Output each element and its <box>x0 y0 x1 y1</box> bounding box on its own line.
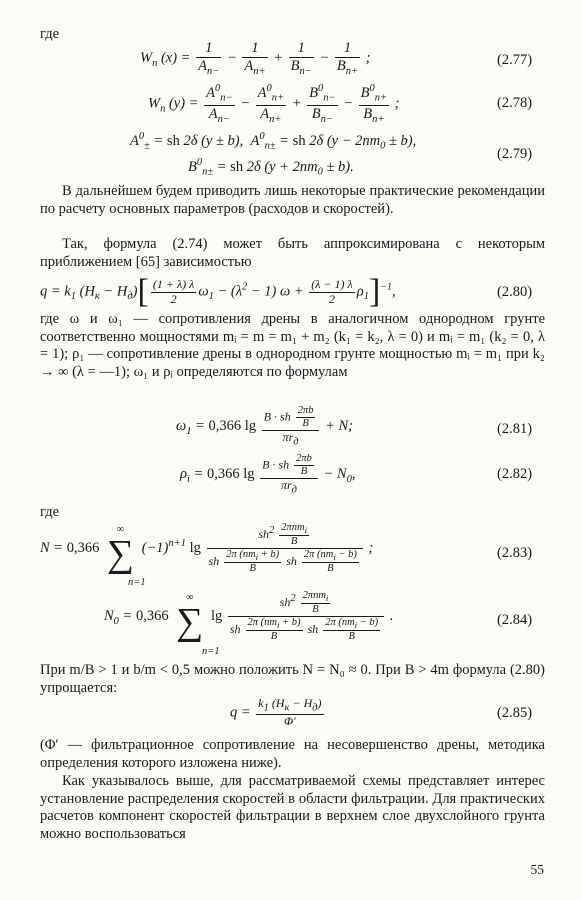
equation-number: (2.79) <box>497 146 533 162</box>
equation-number: (2.85) <box>497 705 533 721</box>
paragraph-5: (Φ′ — фильтрационное сопротивление на несовершенство дрены, методика определения которого изложена ниже). <box>40 737 545 771</box>
paragraph-6: Как указывалось выше, для рассматриваемой схемы представляет интерес установление распределения скоростей в области фильтрации. Для практических расчетов компонент скоростей фильтрации в верхнем слое двухслойного грунта можно воспользоваться <box>40 773 545 842</box>
paragraph-1: В дальнейшем будем приводить лишь некоторые практические рекомендации по расчету основных параметров (расходов и скоростей). <box>40 183 545 217</box>
equation-number: (2.78) <box>497 95 533 111</box>
sum-index: n=1 <box>128 577 146 588</box>
equation-2-77: $W_n$ (x) = $\frac{1}{A_{n-}}$ − $\frac{1}{A_{n+}}$ + $\frac{1}{B_{n-}}$ − $\frac{1}{B_{n+}}$ ; <box>140 40 371 77</box>
equation-number: (2.77) <box>497 52 533 68</box>
equation-2-80: $q = k_1$ $(H_к - H_д)$[ $\frac{(1 + \lambda) \lambda}{2}$ $\omega_1 - (\lambda^2 - 1) \omega$ + $\frac{(\lambda - 1) \lambda}{2}$ $\rho_1]^{-1}$, <box>40 273 396 310</box>
where-label-2: где <box>40 504 60 520</box>
paragraph-3: где ω и ω₁ — сопротивления дрены в аналогичном однородном грунте соответственно мощностями mᵢ = m = m₁ + m₂ (k₁ = k₂, λ = 0) и mᵢ = m₁ (k₂ = 0, λ = 1); ρ₁ — сопротивление дрены в однородном грунте мощностью mᵢ = m₁ при k₂ → ∞ (λ = —1); ω₁ и ρᵢ определяются по формулам <box>40 311 545 380</box>
where-label-1: где <box>40 26 60 42</box>
equation-2-79-a: $A^0_\pm$ = sh 2δ (y ± b), $A^0_{n\pm}$ = sh 2δ $(y - 2nm_0 \pm b)$, <box>130 131 417 152</box>
page-number: 55 <box>530 862 544 877</box>
equation-2-84: $N_0 = 0,366$ ∞ ∑ lg $sh^2$ $\frac{2\pi nm_i}{B}$ sh $\frac{2\pi (nm_i + b)}{B}$ sh $\frac{2\pi (nm_i - b)}{B}$ . <box>104 590 394 644</box>
equation-2-81: $\omega_1 = 0,366$ lg B · sh $\frac{2\pi b}{B}$ $\pi r_д$ + N; <box>176 405 354 448</box>
equation-number: (2.83) <box>497 545 533 561</box>
equation-2-79-b: $B^0_{n\pm}$ = sh 2δ $(y + 2nm_0 \pm b)$. <box>188 157 354 178</box>
equation-number: (2.84) <box>497 612 533 628</box>
paragraph-4: При m/B > 1 и b/m < 0,5 можно положить N = N₀ ≈ 0. При B > 4m формула (2.80) упрощается: <box>40 662 545 696</box>
equation-2-82: $\rho_i = 0,366$ lg B · sh $\frac{2\pi b}{B}$ $\pi r_д$ − $N_0$, <box>180 453 356 496</box>
paragraph-2: Так, формула (2.74) может быть аппроксимирована с некоторым приближением [65] зависимостью <box>40 236 545 270</box>
sum-index: n=1 <box>202 646 220 657</box>
equation-2-85: q = $\frac{k_1 (H_к - H_д)}{\Phi'}$ <box>230 696 322 729</box>
equation-2-83: N = 0,366 ∞ ∑ $(-1)^{n+1}$ lg $sh^2$ $\frac{2\pi nm_i}{B}$ sh $\frac{2\pi (nm_i + b)}{B}$ sh $\frac{2\pi (nm_i - b)}{B}$ ; <box>40 522 374 576</box>
equation-number: (2.80) <box>497 284 533 300</box>
equation-number: (2.82) <box>497 466 533 482</box>
equation-number: (2.81) <box>497 421 533 437</box>
equation-2-78: $W_n$ (y) = $\frac{A^0_{n-}}{A_{n-}}$ − $\frac{A^0_{n+}}{A_{n+}}$ + $\frac{B^0_{n-}}{B_{n-}}$ − $\frac{B^0_{n+}}{B_{n+}}$ ; <box>148 83 400 125</box>
